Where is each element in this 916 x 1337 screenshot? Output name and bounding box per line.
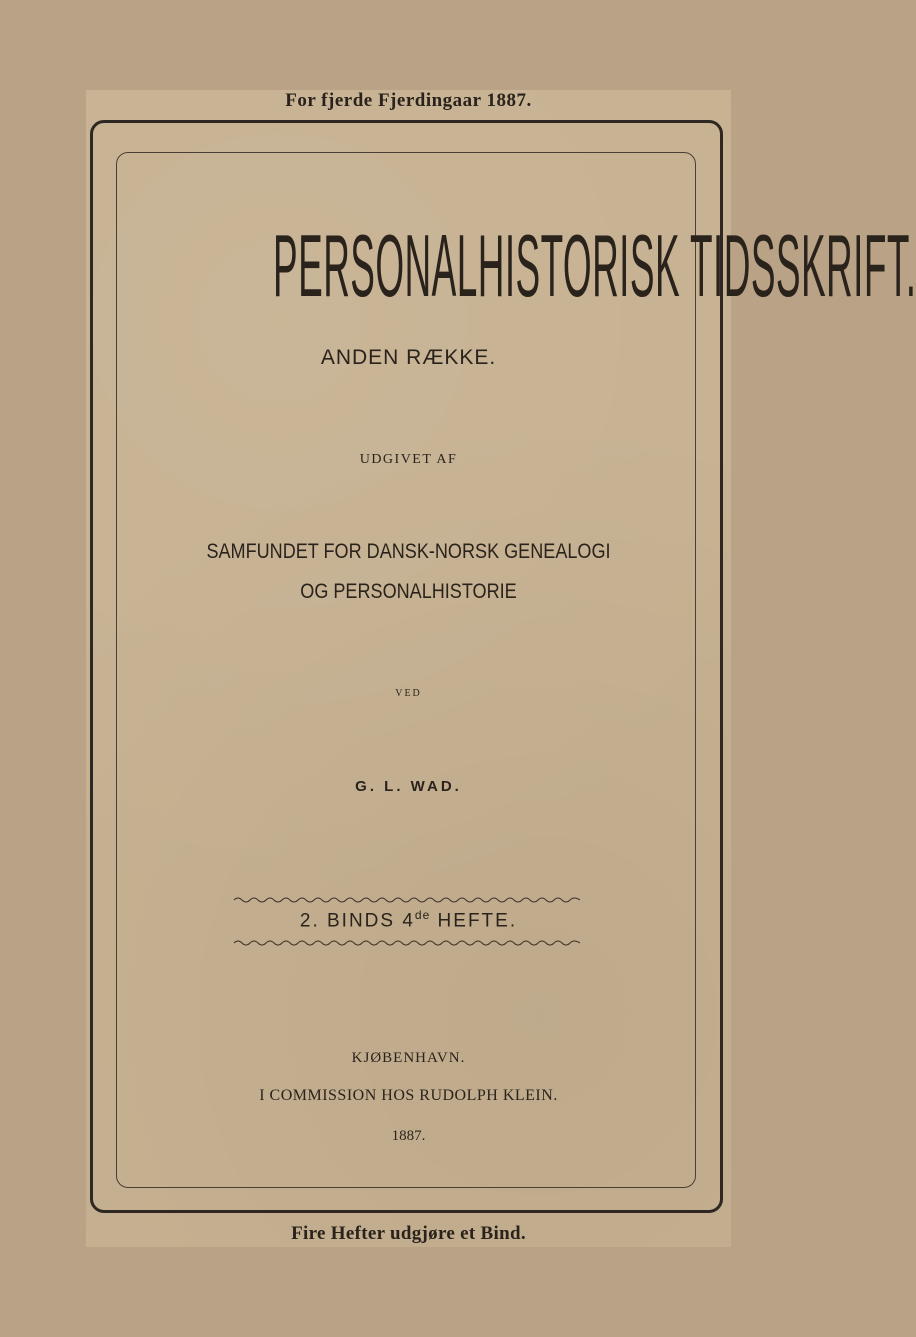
issue-superscript: de (414, 908, 431, 922)
footer-note: Fire Hefter udgjøre et Bind. (291, 1223, 526, 1244)
society-name-line2: OG PERSONALHISTORIE (300, 580, 517, 603)
issue-prefix: 2. BINDS 4 (299, 910, 415, 932)
wavy-rule-bottom (234, 939, 580, 947)
society-name-line1: SAMFUNDET FOR DANSK-NORSK GENEALOGI (206, 540, 611, 563)
issue-number (86, 908, 731, 932)
publisher-line: I COMMISSION HOS RUDOLPH KLEIN. (259, 1087, 558, 1104)
wavy-rule-top (234, 896, 580, 904)
series-label: ANDEN RÆKKE. (320, 346, 497, 369)
editor-name: G. L. WAD. (355, 778, 462, 795)
publication-year: 1887. (391, 1128, 426, 1144)
header-note: For fjerde Fjerdingaar 1887. (285, 90, 532, 111)
issued-by-label: UDGIVET AF (359, 452, 458, 467)
publication-city: KJØBENHAVN. (351, 1050, 466, 1066)
title-page (86, 90, 916, 1247)
issue-suffix: HEFTE. (430, 910, 518, 932)
journal-title: PERSONALHISTORISK TIDSSKRIFT. (273, 216, 916, 315)
by-label: VED (395, 688, 422, 699)
